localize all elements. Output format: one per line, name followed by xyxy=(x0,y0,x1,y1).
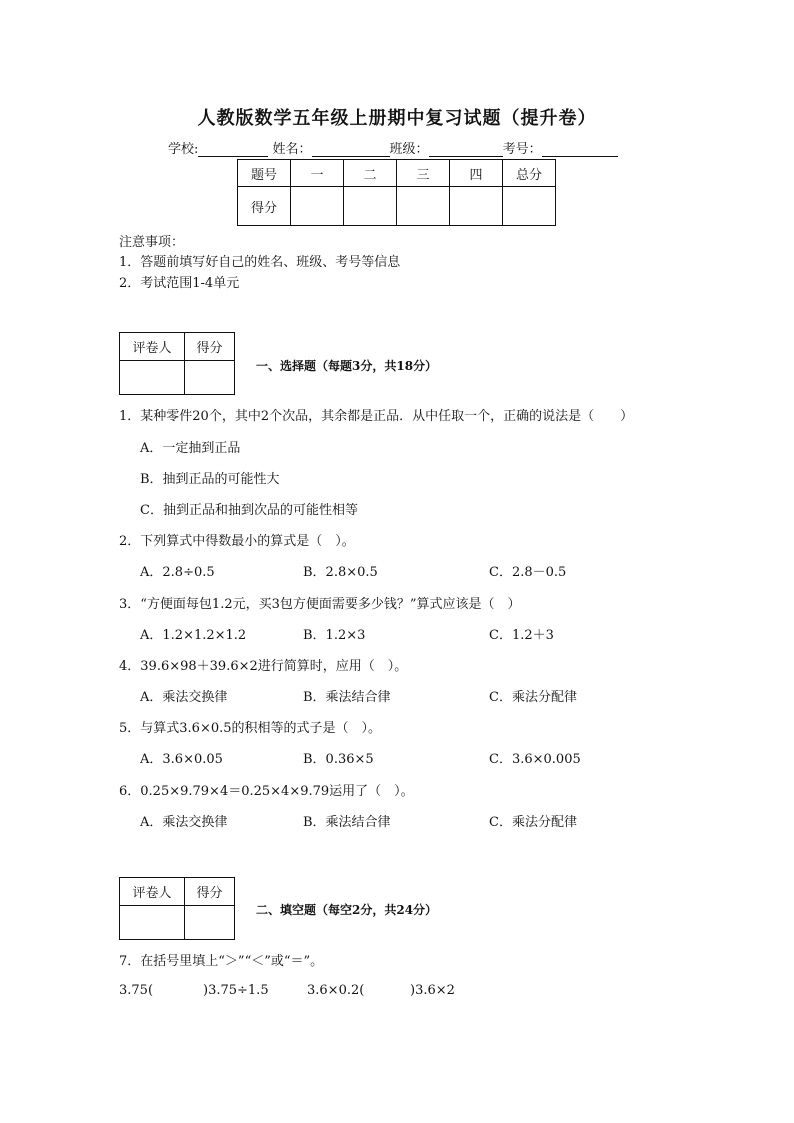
note-item: 1．答题前填写好自己的姓名、班级、考号等信息 xyxy=(119,255,401,270)
score-header-cell: 题号 xyxy=(238,160,291,187)
score-cell[interactable] xyxy=(450,187,503,226)
q7-part: )3.6×2 xyxy=(410,983,455,998)
option: B．1.2×3 xyxy=(303,628,366,643)
note-item: 2．考试范围1-4单元 xyxy=(119,276,240,291)
question: 4．39.6×98＋39.6×2进行简算时，应用（ ）。 xyxy=(119,659,408,674)
option: C．2.8－0.5 xyxy=(489,565,567,580)
option: C．3.6×0.005 xyxy=(489,752,581,767)
score-header-cell: 总分 xyxy=(503,160,556,187)
section-title: 一、选择题（每题3分，共18分） xyxy=(256,359,438,373)
score-header-cell: 一 xyxy=(291,160,344,187)
option: B．0.36×5 xyxy=(303,752,374,767)
score-cell[interactable] xyxy=(397,187,450,226)
question: 2．下列算式中得数最小的算式是（ ）。 xyxy=(119,534,355,549)
option: C．乘法分配律 xyxy=(489,690,577,705)
school-label: 学校: xyxy=(168,142,199,157)
option: A．2.8÷0.5 xyxy=(140,565,215,580)
class-label: 班级： xyxy=(389,142,429,157)
option: B．乘法结合律 xyxy=(303,690,391,705)
option: A．3.6×0.05 xyxy=(140,752,223,767)
option: A．一定抽到正品 xyxy=(140,441,241,456)
grader-score-cell[interactable] xyxy=(185,906,235,940)
page-title: 人教版数学五年级上册期中复习试题（提升卷） xyxy=(197,108,597,129)
exam-no-blank[interactable] xyxy=(542,142,618,157)
option: C．乘法分配律 xyxy=(489,815,577,830)
option: B．抽到正品的可能性大 xyxy=(140,472,280,487)
exam-no-label: 考号： xyxy=(502,142,542,157)
question: 7．在括号里填上“＞”“＜”或“＝”。 xyxy=(119,954,324,969)
option: C．抽到正品和抽到次品的可能性相等 xyxy=(140,503,358,518)
school-blank[interactable] xyxy=(198,142,268,157)
question: 6．0.25×9.79×4＝0.25×4×9.79运用了（ ）。 xyxy=(119,784,414,799)
score-row-label: 得分 xyxy=(238,187,291,226)
option: A．乘法交换律 xyxy=(140,815,228,830)
score-cell[interactable] xyxy=(344,187,397,226)
grader-score-cell[interactable] xyxy=(185,361,235,395)
score-cell[interactable] xyxy=(503,187,556,226)
q7-part: 3.6×0.2( xyxy=(307,983,365,998)
option: A．1.2×1.2×1.2 xyxy=(140,628,247,643)
question: 3．“方便面每包1.2元，买3包方便面需要多少钱？”算式应该是（ ） xyxy=(119,597,521,612)
score-header-cell: 二 xyxy=(344,160,397,187)
grader-label: 评卷人 xyxy=(120,878,185,906)
option: B．乘法结合律 xyxy=(303,815,391,830)
section-title: 二、填空题（每空2分，共24分） xyxy=(256,903,438,917)
score-header-cell: 四 xyxy=(450,160,503,187)
score-cell[interactable] xyxy=(291,187,344,226)
question: 1．某种零件20个，其中2个次品，其余都是正品．从中任取一个，正确的说法是（ ） xyxy=(119,409,634,424)
name-blank[interactable] xyxy=(312,142,390,157)
option: C．1.2＋3 xyxy=(489,628,554,643)
grader-box xyxy=(119,877,235,940)
score-header-cell: 三 xyxy=(397,160,450,187)
grader-score-label: 得分 xyxy=(185,333,235,361)
q7-part: )3.75÷1.5 xyxy=(203,983,269,998)
notes-heading: 注意事项： xyxy=(119,235,185,250)
grader-box xyxy=(119,332,235,395)
grader-score-label: 得分 xyxy=(185,878,235,906)
q7-part: 3.75( xyxy=(119,983,154,998)
class-blank[interactable] xyxy=(429,142,503,157)
student-info-line xyxy=(168,138,618,157)
score-table xyxy=(237,159,556,226)
name-label: 姓名： xyxy=(272,142,312,157)
grader-label: 评卷人 xyxy=(120,333,185,361)
question: 5．与算式3.6×0.5的积相等的式子是（ ）。 xyxy=(119,721,382,736)
grader-cell[interactable] xyxy=(120,906,185,940)
option: B．2.8×0.5 xyxy=(303,565,378,580)
grader-cell[interactable] xyxy=(120,361,185,395)
option: A．乘法交换律 xyxy=(140,690,228,705)
